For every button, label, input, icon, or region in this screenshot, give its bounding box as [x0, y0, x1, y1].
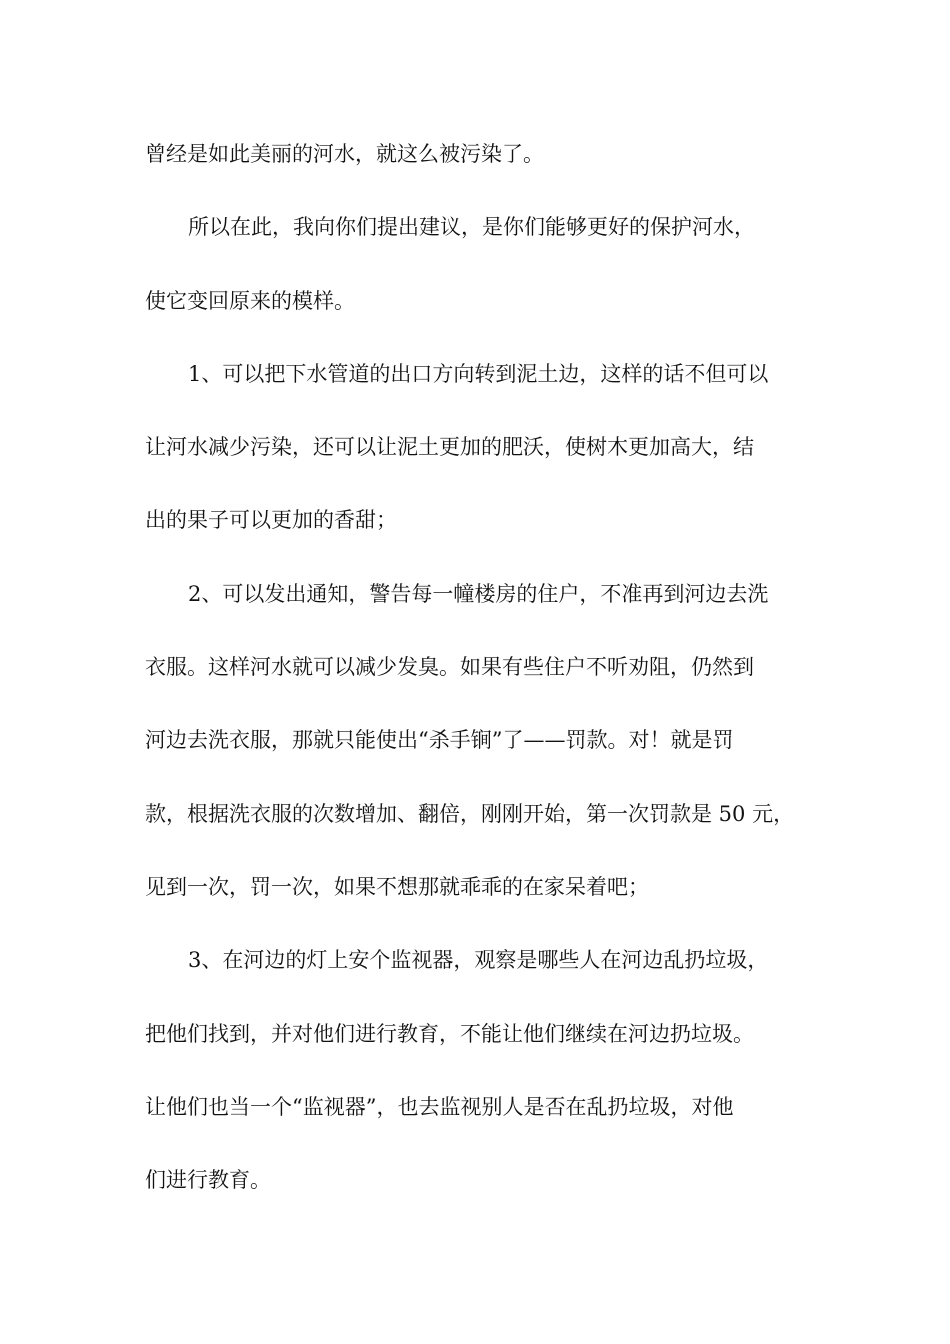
- text-line: 让他们也当一个“监视器”，也去监视别人是否在乱扔垃圾，对他: [145, 1094, 734, 1119]
- text-line: 让河水减少污染，还可以让泥土更加的肥沃，使树木更加高大，结: [145, 435, 754, 460]
- list-item-3-line: 3、在河边的灯上安个监视器，观察是哪些人在河边乱扔垃圾，: [188, 948, 769, 973]
- text-line: 把他们找到，并对他们进行教育，不能让他们继续在河边扔垃圾。: [145, 1021, 754, 1046]
- text-line: 曾经是如此美丽的河水，就这么被污染了。: [145, 142, 544, 166]
- text-line: 衣服。这样河水就可以减少发臭。如果有些住户不听劝阻，仍然到: [145, 655, 754, 680]
- text-line: 见到一次，罚一次，如果不想那就乖乖的在家呆着吧；: [145, 874, 649, 899]
- text-line: 使它变回原来的模样。: [145, 288, 355, 313]
- text-line: 们进行教育。: [145, 1168, 271, 1193]
- paragraph-line: 所以在此，我向你们提出建议，是你们能够更好的保护河水，: [188, 215, 755, 240]
- document-body: [145, 132, 815, 1231]
- text-line: 款，根据洗衣服的次数增加、翻倍，刚刚开始，第一次罚款是 50 元，: [145, 801, 795, 826]
- list-item-2-line: 2、可以发出通知，警告每一幢楼房的住户，不准再到河边去洗: [188, 581, 769, 606]
- list-item-1-line: 1、可以把下水管道的出口方向转到泥土边，这样的话不但可以: [188, 361, 769, 386]
- text-line: 河边去洗衣服，那就只能使出“杀手锏”了——罚款。对！就是罚: [145, 728, 734, 753]
- text-line: 出的果子可以更加的香甜；: [145, 508, 397, 533]
